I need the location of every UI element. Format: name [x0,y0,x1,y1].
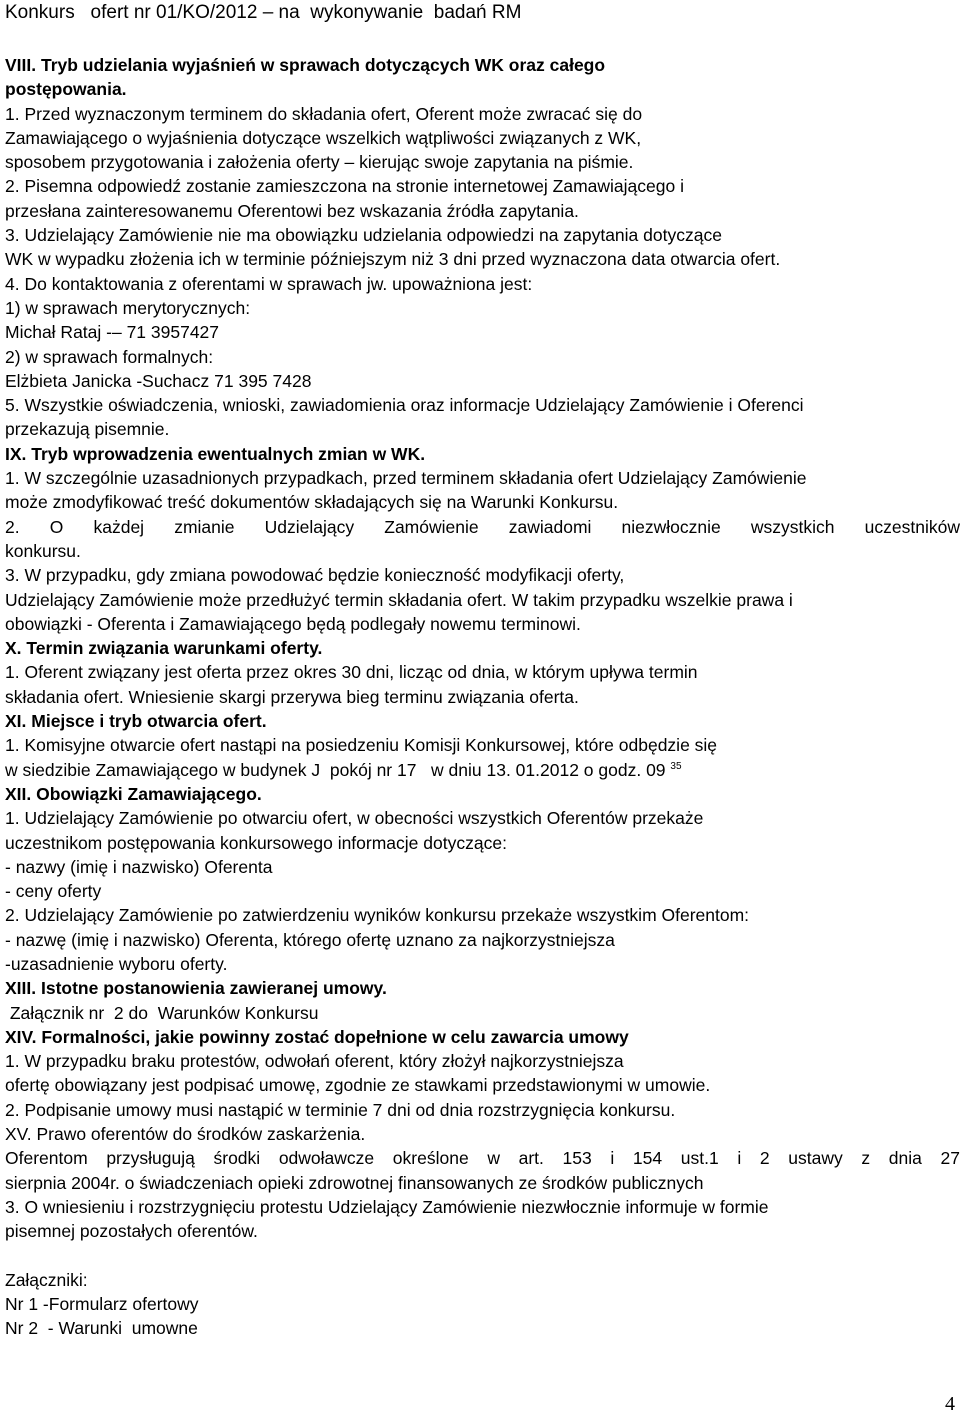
paragraph-line: ofertę obowiązany jest podpisać umowę, zgodnie ze stawkami przedstawionymi w umowie. [5,1075,711,1096]
paragraph-line: 3. O wniesieniu i rozstrzygnięciu protestu Udzielający Zamówienie niezwłocznie informuje w formie [5,1196,769,1217]
paragraph-line: 1. Przed wyznaczonym terminem do składania ofert, Oferent może zwracać się do [5,103,643,124]
section-10-title: X. Termin związania warunkami oferty. [5,638,323,659]
section-14-title: XIV. Formalności, jakie powinny zostać dopełnione w celu zawarcia umowy [5,1026,629,1047]
section-13-title: XIII. Istotne postanowienia zawieranej umowy. [5,978,387,999]
paragraph-line: sposobem przygotowania i założenia oferty – kierując swoje zapytania na piśmie. [5,152,634,173]
justified-line: 2. O każdej zmianie Udzielający Zamówienie zawiadomi niezwłocznie wszystkich uczestników [5,516,960,537]
paragraph-line: konkursu. [5,540,81,561]
paragraph-line: 1. W przypadku braku protestów, odwołań oferent, który złożył najkorzystniejsza [5,1051,624,1072]
document-header: Konkurs ofert nr 01/KO/2012 – na wykonywanie badań RM [5,2,522,23]
contact-label: 1) w sprawach merytorycznych: [5,297,251,318]
paragraph-line: 1. Oferent związany jest oferta przez okres 30 dni, licząc od dnia, w którym upływa termin [5,662,698,683]
paragraph-line: przesłana zainteresowanemu Oferentowi bez wskazania źródła zapytania. [5,200,579,221]
paragraph-line: WK w wypadku złożenia ich w terminie późniejszym niż 3 dni przed wyznaczona data otwarcia ofert. [5,249,781,270]
paragraph-line: 2. Udzielający Zamówienie po zatwierdzeniu wyników konkursu przekaże wszystkim Oferentom: [5,905,750,926]
list-item: - nazwę (imię i nazwisko) Oferenta, którego ofertę uznano za najkorzystniejsza [5,929,615,950]
justified-line: Oferentom przysługują środki odwoławcze określone w art. 153 i 154 ust.1 i 2 ustawy z dnia 27 [5,1148,960,1169]
spacer [5,1244,960,1268]
section-9-title: IX. Tryb wprowadzenia ewentualnych zmian w WK. [5,443,426,464]
document-body [5,53,960,1341]
list-item: -uzasadnienie wyboru oferty. [5,953,228,974]
paragraph-line: przekazują pisemnie. [5,419,170,440]
section-12-title: XII. Obowiązki Zamawiającego. [5,783,262,804]
time-minutes-superscript: 35 [670,760,682,772]
attachment-item: Nr 1 -Formularz ofertowy [5,1294,199,1315]
list-item: - ceny oferty [5,881,102,902]
list-item: - nazwy (imię i nazwisko) Oferenta [5,856,273,877]
paragraph-line: w siedzibie Zamawiającego w budynek J pokój nr 17 w dniu 13. 01.2012 o godz. 09 $^{35}$ [5,759,682,780]
paragraph-line: może zmodyfikować treść dokumentów składających się na Warunki Konkursu. [5,492,619,513]
paragraph-line: Zamawiającego o wyjaśnienia dotyczące wszelkich wątpliwości związanych z WK, [5,127,642,148]
paragraph-line: sierpnia 2004r. o świadczeniach opieki zdrowotnej finansowanych ze środków publicznych [5,1172,704,1193]
paragraph-line: 4. Do kontaktowania z oferentami w sprawach jw. upoważniona jest: [5,273,533,294]
contact-label: 2) w sprawach formalnych: [5,346,214,367]
paragraph-line: 2. Pisemna odpowiedź zostanie zamieszczona na stronie internetowej Zamawiającego i [5,176,684,197]
paragraph-line: pisemnej pozostałych oferentów. [5,1221,258,1242]
attachments-title: Załączniki: [5,1269,88,1290]
attachment-item: Nr 2 - Warunki umowne [5,1318,198,1339]
section-8-title-cont: postępowania. [5,79,127,100]
paragraph-line: uczestnikom postępowania konkursowego informacje dotyczące: [5,832,507,853]
paragraph-line: 1. W szczególnie uzasadnionych przypadkach, przed terminem składania ofert Udzielający Zamówienie [5,468,807,489]
paragraph-line: Udzielający Zamówienie może przedłużyć termin składania ofert. W takim przypadku wszelkie prawa i [5,589,793,610]
paragraph-line: obowiązki - Oferenta i Zamawiającego będą podlegały nowemu terminowi. [5,613,581,634]
paragraph-line: 5. Wszystkie oświadczenia, wnioski, zawiadomienia oraz informacje Udzielający Zamówienie i Oferenci [5,395,804,416]
paragraph-line: 3. W przypadku, gdy zmiana powodować będzie konieczność modyfikacji oferty, [5,565,625,586]
paragraph-line: 2. Podpisanie umowy musi nastąpić w terminie 7 dni od dnia rozstrzygnięcia konkursu. [5,1099,676,1120]
page-number: 4 [945,1393,955,1415]
paragraph-line: składania ofert. Wniesienie skargi przerywa bieg terminu związania oferta. [5,686,579,707]
paragraph-line: Załącznik nr 2 do Warunków Konkursu [5,1002,319,1023]
contact-person: Michał Rataj -– 71 3957427 [5,322,220,343]
paragraph-line: 1. Udzielający Zamówienie po otwarciu ofert, w obecności wszystkich Oferentów przekaże [5,808,704,829]
contact-person: Elżbieta Janicka -Suchacz 71 395 7428 [5,370,312,391]
paragraph-line: 3. Udzielający Zamówienie nie ma obowiązku udzielania odpowiedzi na zapytania dotyczące [5,225,722,246]
section-15-title: XV. Prawo oferentów do środków zaskarżenia. [5,1124,366,1145]
paragraph-line: 1. Komisyjne otwarcie ofert nastąpi na posiedzeniu Komisji Konkursowej, które odbędzie się [5,735,718,756]
section-8-title: VIII. Tryb udzielania wyjaśnień w sprawach dotyczących WK oraz całego [5,55,606,75]
section-11-title: XI. Miejsce i tryb otwarcia ofert. [5,711,267,732]
